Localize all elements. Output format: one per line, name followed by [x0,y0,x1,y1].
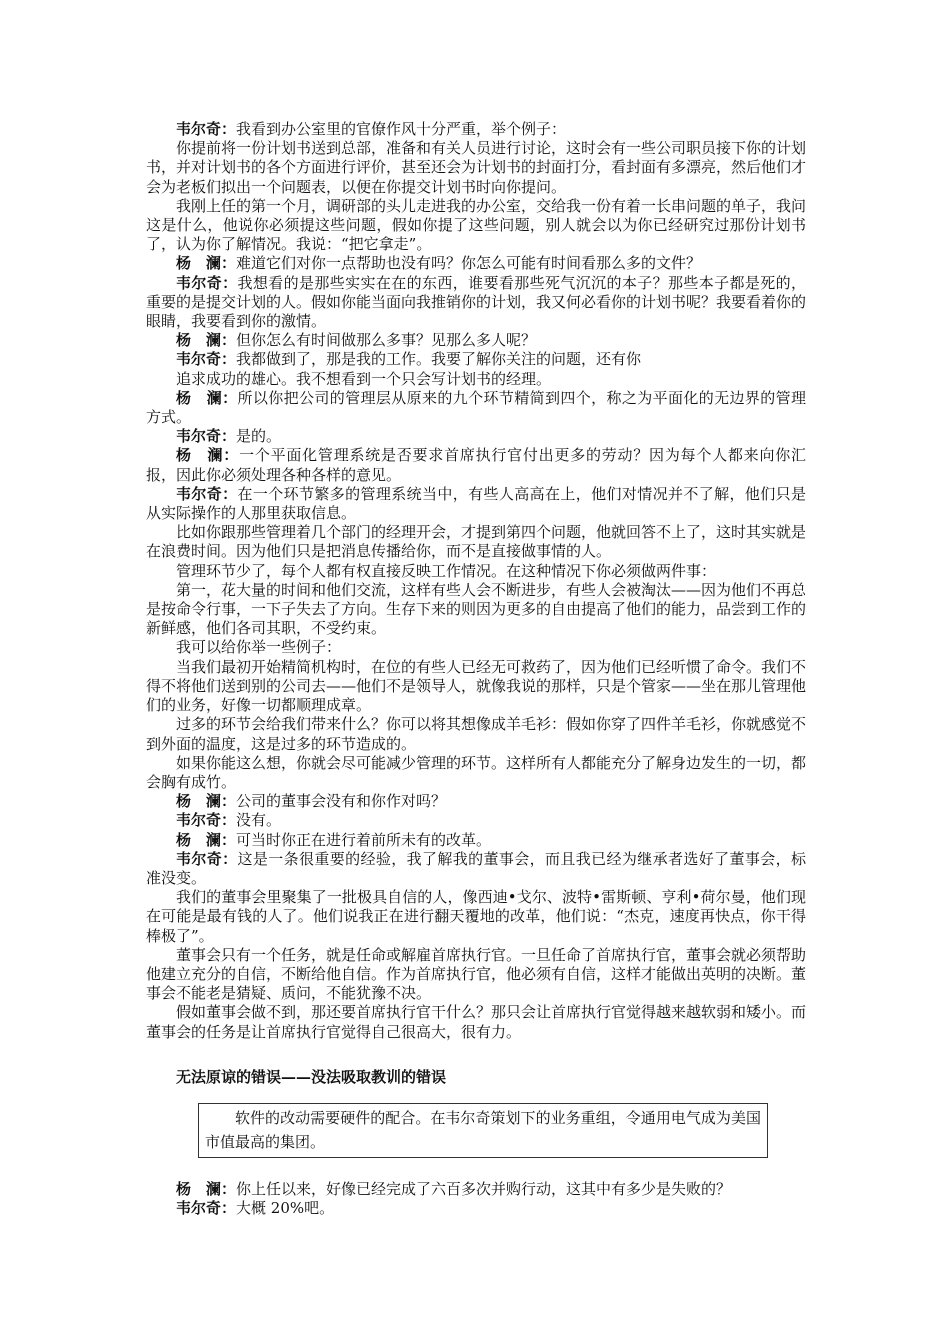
paragraph-text: 第一，花大量的时间和他们交流，这样有些人会不断进步，有些人会被淘汰——因为他们不再总是按命令行事，一下子失去了方向。生存下来的则因为更多的自由提高了他们的能力，品尝到工作的新鲜感，他们各司其职，不受约束。 [146,580,807,638]
paragraph [146,427,806,446]
paragraph [146,850,806,888]
paragraph [146,811,806,830]
paragraph-text: 我都做到了，那是我的工作。我要了解你关注的问题，还有你 [236,350,642,369]
paragraph [146,370,806,389]
paragraph-text: 我看到办公室里的官僚作风十分严重，举个例子： [236,120,567,138]
summary-box [198,1103,768,1158]
speaker-label: 韦尔奇： [176,120,237,138]
paragraph-text: 管理环节少了，每个人都有权直接反映工作情况。在这种情况下你必须做两件事： [176,561,717,580]
speaker-label: 韦尔奇： [176,427,237,446]
paragraph [146,888,806,946]
paragraph-text: 难道它们对你一点帮助也没有吗？你怎么可能有时间看那么多的文件？ [236,254,702,273]
paragraph-text: 但你怎么有时间做那么多事？见那么多人呢？ [236,331,537,350]
paragraph-text: 过多的环节会给我们带来什么？你可以将其想像成羊毛衫：假如你穿了四件羊毛衫，你就感觉不到外面的温度，这是过多的环节造成的。 [146,715,807,753]
speaker-label: 杨 澜： [176,331,237,350]
paragraph-text: 我想看的是那些实实在在的东西，谁要看那些死气沉沉的本子？那些本子都是死的，重要的是提交计划的人。假如你能当面向我推销你的计划，我又何必看你的计划书呢？我要看着你的眼睛，我要看到你的激情。 [146,273,807,331]
paragraph-text: 在一个环节繁多的管理系统当中，有些人高高在上，他们对情况并不了解，他们只是从实际操作的人那里获取信息。 [146,484,806,523]
paragraph-text: 可当时你正在进行着前所未有的改革。 [236,830,492,849]
paragraph-text: 没有。 [236,811,282,830]
paragraph [146,1180,806,1199]
paragraph [146,350,806,369]
paragraph-text: 一个平面化管理系统是否要求首席执行官付出更多的劳动？因为每个人都来向你汇报，因此你必须处理各种各样的意见。 [146,446,806,484]
speaker-label: 杨 澜： [176,1179,237,1198]
section-heading: 无法原谅的错误——没法吸取教训的错误 [176,1067,447,1086]
paragraph [146,946,806,1004]
speaker-label: 杨 澜： [176,254,237,273]
paragraph [146,658,806,716]
paragraph-text: 我可以给你举一些例子： [176,638,342,657]
paragraph-text: 公司的董事会没有和你作对吗？ [236,792,447,811]
paragraph [146,389,806,427]
speaker-label: 杨 澜： [176,830,237,849]
paragraph [146,638,806,657]
spacer [146,1158,806,1180]
summary-text: 软件的改动需要硬件的配合。在韦尔奇策划下的业务重组，令通用电气成为美国市值最高的集团。 [205,1108,761,1151]
speaker-label: 韦尔奇： [176,273,238,292]
paragraph [146,1003,806,1041]
paragraph [146,831,806,850]
paragraph-text: 是的。 [236,427,282,446]
paragraph [146,120,806,139]
paragraph [146,581,806,639]
paragraph [146,331,806,350]
paragraph-text: 假如董事会做不到，那还要首席执行官干什么？那只会让首席执行官觉得越来越软弱和矮小。而董事会的任务是让首席执行官觉得自己很高大，很有力。 [146,1003,807,1041]
paragraph [146,485,806,523]
speaker-label: 韦尔奇： [176,484,238,503]
paragraph [146,139,806,197]
paragraph [146,197,806,255]
paragraph [146,523,806,561]
interview-section-1 [146,120,806,1042]
paragraph [146,274,806,332]
paragraph [146,1199,806,1218]
paragraph-text: 你提前将一份计划书送到总部，准备和有关人员进行讨论，这时会有一些公司职员接下你的计划书，并对计划书的各个方面进行评价，甚至还会为计划书的封面打分，看封面有多漂亮，然后他们才会为老板们拟出一个问题表，以便在你提交计划书时向你提问。 [146,139,807,196]
paragraph-text: 我们的董事会里聚集了一批极具自信的人，像西迪•戈尔、波特•雷斯顿、亨利•荷尔曼，他们现在可能是最有钱的人了。他们说我正在进行翻天覆地的改革，他们说：“杰克，速度再快点，你干得棒极了”。 [146,888,806,945]
paragraph [146,446,806,484]
speaker-label: 杨 澜： [176,446,240,465]
paragraph-text: 你上任以来，好像已经完成了六百多次并购行动，这其中有多少是失败的？ [236,1179,732,1198]
speaker-label: 杨 澜： [176,792,237,811]
speaker-label: 杨 澜： [176,388,238,407]
paragraph-text: 当我们最初开始精简机构时，在位的有些人已经无可救药了，因为他们已经听惯了命令。我们不得不将他们送到别的公司去——他们不是领导人，就像我说的那样，只是个管家——坐在那儿管理他们的业务，好像一切都顺理成章。 [146,657,807,715]
speaker-label: 韦尔奇： [176,849,238,868]
paragraph-text: 如果你能这么想，你就会尽可能减少管理的环节。这样所有人都能充分了解身边发生的一切，都会胸有成竹。 [146,753,807,791]
paragraph-text: 追求成功的雄心。我不想看到一个只会写计划书的经理。 [176,369,552,388]
paragraph [146,754,806,792]
paragraph-text: 这是一条很重要的经验，我了解我的董事会，而且我已经为继承者选好了董事会，标准没变。 [146,849,806,887]
paragraph [146,792,806,811]
paragraph-text: 我刚上任的第一个月，调研部的头儿走进我的办公室，交给我一份有着一长串问题的单子，我问这是什么，他说你必须提这些问题，假如你提了这些问题，别人就会以为你已经研究过那份计划书了，认为你了解情况。我说：“把它拿走”。 [146,196,807,254]
paragraph [146,715,806,753]
speaker-label: 韦尔奇： [176,350,237,369]
speaker-label: 韦尔奇： [176,1199,237,1218]
speaker-label: 韦尔奇： [176,811,237,830]
paragraph-text: 所以你把公司的管理层从原来的九个环节精简到四个，称之为平面化的无边界的管理方式。 [146,388,806,427]
paragraph [146,562,806,581]
paragraph [146,254,806,273]
paragraph-text: 董事会只有一个任务，就是任命或解雇首席执行官。一旦任命了首席执行官，董事会就必须帮助他建立充分的自信，不断给他自信。作为首席执行官，他必须有自信，这样才能做出英明的决断。董事会不能老是猜疑、质问，不能犹豫不决。 [146,945,807,1003]
paragraph-text: 大概 20%吧。 [236,1199,335,1218]
interview-section-2 [146,1180,806,1218]
paragraph-text: 比如你跟那些管理着几个部门的经理开会，才提到第四个问题，他就回答不上了，这时其实就是在浪费时间。因为他们只是把消息传播给你，而不是直接做事情的人。 [146,523,807,561]
document-page [146,120,806,1218]
